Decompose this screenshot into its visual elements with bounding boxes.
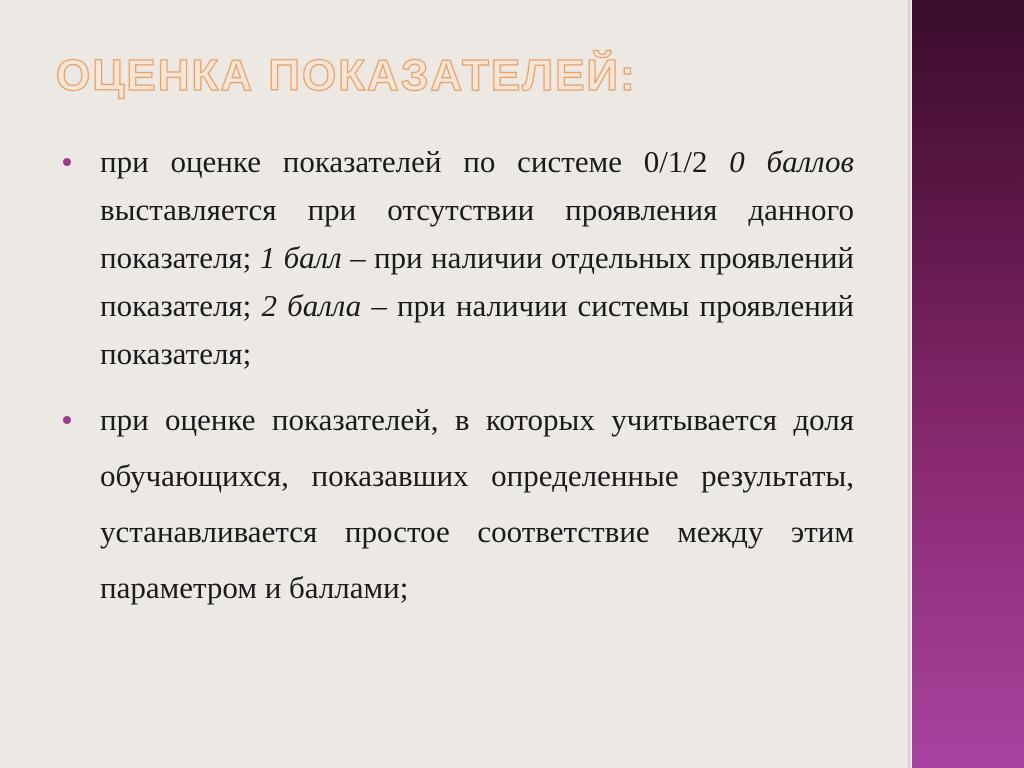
side-decor-panel — [912, 0, 1024, 768]
bullet-1-text-part-1: при оценке показателей по системе 0/1/2 — [100, 144, 730, 179]
bullet-1-text-part-2: 0 баллов — [729, 144, 854, 179]
bullet-2-text: при оценке показателей, в которых учитывается доля обучающихся, показавших определенные результаты, устанавливается простое соответствие между этим параметром и баллами; — [100, 402, 854, 605]
bullet-1-text — [100, 144, 854, 371]
slide-content — [62, 138, 854, 616]
bullet-1-text-part-5: при наличии отдельных проявлений показателя; — [100, 240, 855, 323]
bullet-item-1 — [62, 138, 854, 378]
bullet-1-text-part-7: при наличии системы проявлений показателя; — [100, 288, 854, 371]
bullet-dot-icon — [63, 158, 71, 166]
bullet-1-text-part-6: 2 балла – — [261, 288, 387, 323]
bullet-dot-icon — [63, 416, 71, 424]
bullet-1-text-part-3: выставляется при отсутствии проявления данного показателя; — [100, 192, 854, 275]
slide-title: ОЦЕНКА ПОКАЗАТЕЛЕЙ: — [56, 51, 637, 100]
bullet-item-2 — [62, 392, 854, 616]
bullet-1-text-part-4: 1 балл – — [259, 240, 366, 275]
